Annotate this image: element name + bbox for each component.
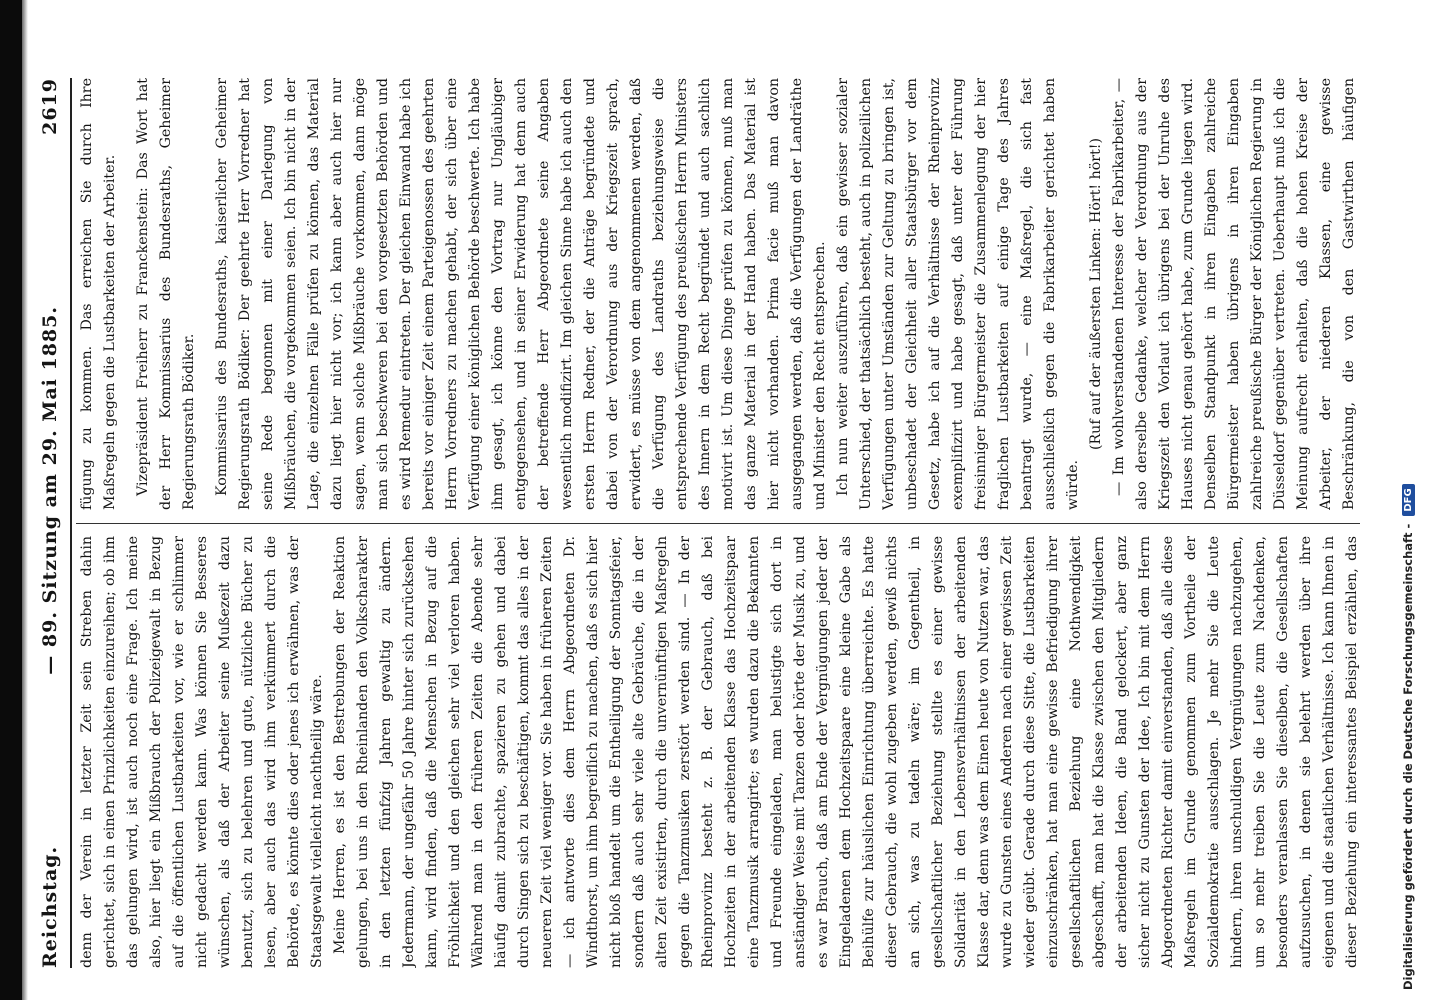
running-head (30, 78, 70, 968)
page-number: 2619 (39, 78, 61, 135)
paragraph: Meine Herren, es ist den Bestrebungen der Reaktion gelungen, bei uns in den Rheinlanden den Volkscharakter in den letzten fünfzig Jahren gewaltig zu ändern. Jedermann, der ungefähr 50 Jahre hinter sich zurücksehen kann, wird finden, daß die Menschen in Bezug auf die Fröhlichkeit und den gleichen sehr viel verloren haben. Während man in den früheren Zeiten die Abende sehr häufig damit zubrachte, spazieren zu gehen und dabei durch Singen sich zu beschäftigen, kommt das alles in der neueren Zeit viel weniger vor. Sie haben in früheren Zeiten — ich antworte dies dem Herrn Abgeordneten Dr. Windthorst, um ihm begreiflich zu machen, daß es sich hier nicht bloß handelt um die Entheiligung der Sonntagsfeier, sondern daß auch sehr viele alte Gebräuche, die in der alten Zeit existirten, durch die unvernünftigen Maßregeln gegen die Tanzmusiken zerstört werden sind. — In der Rheinprovinz besteht z. B. der Gebrauch, daß bei Hochzeiten in der arbeitenden Klasse das Hochzeitspaar eine Tanzmusik arrangirte; es wurden dazu die Bekannten und Freunde eingeladen, man belustigte sich dort in anständiger Weise mit Tanzen oder hörte der Musik zu, und es war Brauch, daß am Ende der Vergnügungen jeder der Eingeladenen dem Hochzeitspaare eine kleine Gabe als Beihülfe zur häuslichen Einrichtung überreichte. Es hatte dieser Gebrauch, die wohl zugeben werden, gewiß nichts an sich, was zu tadeln wäre; im Gegentheil, in gesellschaftlicher Beziehung stellte es einer gewisse Solidarität in den Lebensverhältnissen der arbeitenden Klasse dar, denn was dem Einen heute von Nutzen war, das wurde zu Gunsten eines Anderen nach einer gewissen Zeit wieder geübt. Gerade durch diese Sitte, die Lustbarkeiten einzuschränken, hat man eine gewisse Befriedigung ihrer gesellschaftlichen Beziehung eine Nothwendigkeit abgeschafft, man hat die Klasse zwischen den Mitgliedern der arbeitenden Ideen, die Band gelockert, aber ganz sicher nicht zu Gunsten der Idee, Ich bin mit dem Herrn Abgeordneten Richter damit einverstanden, daß alle diese Maßregeln im Grunde genommen zum Vortheile der Sozialdemokratie ausschlagen. Je mehr Sie die Leute hindern, ihren unschuldigen Vergnügungen nachzugehen, um so mehr treiben Sie die Leute zum Nachdenken, besonders veranlassen Sie dieselben, die Gesellschaften aufzusuchen, in denen sie belehrt werden über ihre eigenen und die staatlichen Verhältnisse. Ich kann Ihnen in dieser Beziehung ein interessantes Beispiel erzählen, das (332, 536, 1360, 968)
text-columns (76, 78, 1360, 968)
header-rule (70, 78, 72, 968)
paragraph: fügung zu kommen. Das erreichen Sie durch Ihre Maßregeln gegen die Lustbarkeiten der Arbeiter. (79, 78, 118, 510)
header-session: — 89. Sitzung am 29. Mai 1885. (39, 306, 61, 675)
paragraph: denn der Verein in letzter Zeit sein Streben dahin gerichtet, sich in einen Prinzlichkeiten einzureihen; ob ihm das gelungen wird, ist auch noch eine Frage. Ich meine also, hier liegt ein Mißbrauch der Polizeigewalt in Bezug auf die öffentlichen Lustbarkeiten vor, wie er schlimmer nicht gedacht werden kann. Was können Sie Besseres wünschen, als daß der Arbeiter seine Mußezeit dazu benutzt, sich zu belehren und gute, nützliche Bücher zu lesen, aber auch das wird ihm verkümmert durch die Behörde, es könnte dies oder jenes ich erwähnen, was der Staatsgewalt vielleicht nachtheilig wäre. (79, 536, 325, 968)
left-column (76, 536, 1360, 968)
paragraph: Vizepräsident Freiherr zu Franckenstein: Das Wort hat der Herr Kommissarius des Bundesraths, Geheimer Regierungsrath Bödiker. (135, 78, 197, 510)
rotated-page (30, 78, 1364, 968)
interjection: (Ruf auf der äußersten Linken: Hört! hört!) (1088, 137, 1104, 451)
column-divider (76, 523, 1360, 524)
paragraph: — Im wohlverstandenen Interesse der Fabrikarbeiter, — also derselbe Gedanke, welcher der Verordnung aus der Kriegszeit den Vorlaut ich übrigens bei der Unruhe des Hauses nicht genau gehört habe, zum Grunde liegen wird. Denselben Standpunkt in ihren Eingaben zahlreiche Bürgermeister haben übrigens in ihren Eingaben zahlreiche preußische Bürger der Königlichen Regierung in Düsseldorf gegenüber vertreten. Ueberhaupt muß ich die Meinung aufrecht erhalten, daß die hohen Kreise der Arbeiter, der niederen Klassen, eine gewisse Beschränkung, die von den Gastwirthen häufigen (1111, 78, 1357, 510)
scan-edge-shadow (22, 0, 28, 1000)
right-column (76, 78, 1360, 510)
header-title: Reichstag. (39, 845, 61, 968)
dfg-logo: DFG (1402, 484, 1415, 515)
credit-text: Digitalisierung gefördert durch die Deutsche Forschungsgemeinschaft - (1401, 523, 1415, 990)
digitization-credit (1395, 0, 1421, 990)
scan-edge (0, 0, 22, 1000)
paragraph: Ich nun weiter auszuführen, daß ein gewisser sozialer Unterschied, der thatsächlich besteht, auch in polizeilichen Verfügungen unter Umständen zur Geltung zu bringen ist, unbeschadet der Gleichheit aller Staatsbürger vor dem Gesetz, habe ich auf die Verhältnisse der Rheinprovinz exemplifizirt und habe gesagt, daß unter der Führung freisinniger Bürgermeister die Zusammenlegung der hier fraglichen Lustbarkeiten auf einige Tage des Jahres beantragt wurde, — eine Maßregel, die sich fast ausschließlich gegen die Fabrikarbeiter gerichtet haben würde. (835, 78, 1081, 510)
paragraph: Kommissarius des Bundesraths, kaiserlicher Geheimer Regierungsrath Bödiker: Der geehrte Herr Vorredner hat seine Rede begonnen mit einer Darlegung von Mißbräuchen, die vorgekommen seien. Ich bin nicht in der Lage, die einzelnen Fälle prüfen zu können, das Material dazu liegt hier nicht vor; ich kann aber auch hier nur sagen, wenn solche Mißbräuche vorkommen, dann möge man sich beschweren bei den vorgesetzten Behörden und es wird Remedur eintreten. Der gleichen Einwand habe ich bereits vor einiger Zeit einem Parteigenossen des geehrten Herrn Vorredners zu machen gehabt, der sich über eine Verfügung einer königlichen Behörde beschwerte. Ich habe ihm gesagt, ich könne den Vortrag nur Ungläubiger entgegensehen, und in seiner Erwiderung hat denn auch der betreffende Herr Abgeordnete seine Angaben wesentlich modifizirt. Im gleichen Sinne habe ich auch den ersten Herrn Redner, der die Anträge begründete und dabei von der Verordnung aus der Kriegszeit sprach, erwidert, es müsse von dem angenommenen werden, daß die Verfügung des Landraths beziehungsweise die entsprechende Verfügung des preußischen Herrn Ministers des Innern in dem Recht begründet und auch sachlich motivirt ist. Um diese Dinge prüfen zu können, muß man das ganze Material in der Hand haben. Das Material ist hier nicht vorhanden. Prima facie muß man davon ausgegangen werden, daß die Verfügungen der Landräthe und Minister den Recht entsprechen. (214, 78, 828, 510)
